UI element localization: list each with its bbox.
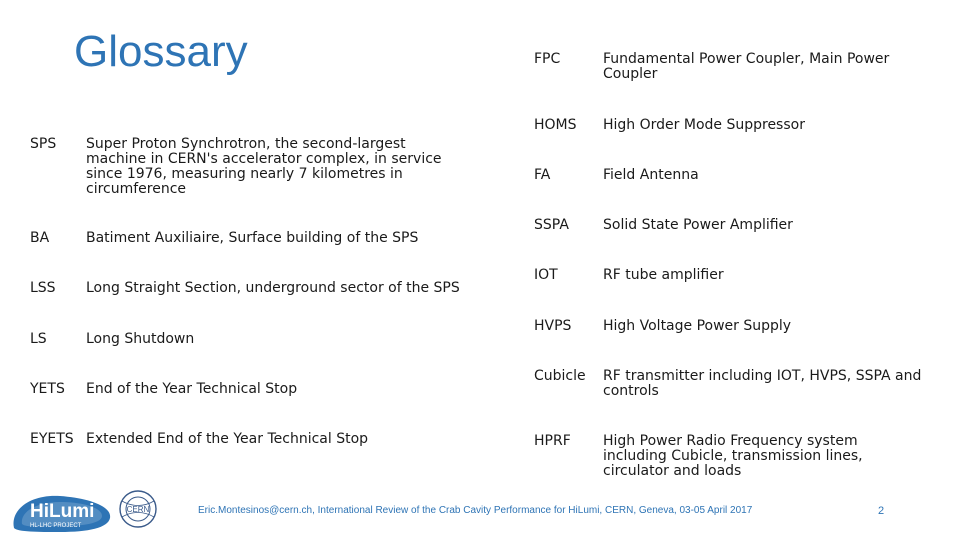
term-lss: LSS: [30, 280, 56, 296]
page-title: Glossary: [74, 27, 248, 76]
hilumi-logo-text: HiLumi: [30, 501, 95, 522]
footer-citation: Eric.Montesinos@cern.ch, International Review of the Crab Cavity Performance for HiLumi, CERN, Geneva, 03-05 April 2017: [198, 505, 753, 516]
def-sspa: Solid State Power Amplifier: [603, 217, 793, 233]
term-ls: LS: [30, 331, 47, 347]
term-yets: YETS: [30, 381, 65, 397]
def-ls: Long Shutdown: [86, 331, 195, 347]
term-fpc: FPC: [534, 51, 561, 67]
def-hprf: High Power Radio Frequency system including Cubicle, transmission lines, circulator and loads: [603, 433, 863, 479]
def-hvps: High Voltage Power Supply: [603, 318, 792, 334]
def-fpc: Fundamental Power Coupler, Main Power Coupler: [603, 51, 890, 82]
term-sspa: SSPA: [534, 217, 569, 233]
def-fa: Field Antenna: [603, 167, 699, 183]
def-homs: High Order Mode Suppressor: [603, 117, 805, 133]
def-lss: Long Straight Section, underground sector of the SPS: [86, 280, 460, 296]
term-ba: BA: [30, 230, 50, 246]
def-cubicle: RF transmitter including IOT, HVPS, SSPA and controls: [603, 368, 922, 399]
def-eyets: Extended End of the Year Technical Stop: [86, 431, 369, 447]
page-number: 2: [878, 505, 885, 517]
def-yets: End of the Year Technical Stop: [86, 381, 298, 397]
term-iot: IOT: [534, 267, 558, 283]
term-cubicle: Cubicle: [534, 368, 586, 384]
cern-logo-text: CERN: [126, 505, 150, 514]
def-sps: Super Proton Synchrotron, the second-largest machine in CERN's accelerator complex, in service since 1976, measuring nearly 7 kilometres in circumference: [86, 136, 442, 197]
term-fa: FA: [534, 167, 551, 183]
hilumi-logo: [8, 488, 116, 536]
term-eyets: EYETS: [30, 431, 74, 447]
term-homs: HOMS: [534, 117, 577, 133]
term-sps: SPS: [30, 136, 57, 152]
def-ba: Batiment Auxiliaire, Surface building of the SPS: [86, 230, 419, 246]
term-hvps: HVPS: [534, 318, 572, 334]
hilumi-logo-subtext: HL-LHC PROJECT: [30, 523, 82, 529]
term-hprf: HPRF: [534, 433, 571, 449]
cern-logo: [118, 487, 158, 531]
def-iot: RF tube amplifier: [603, 267, 724, 283]
